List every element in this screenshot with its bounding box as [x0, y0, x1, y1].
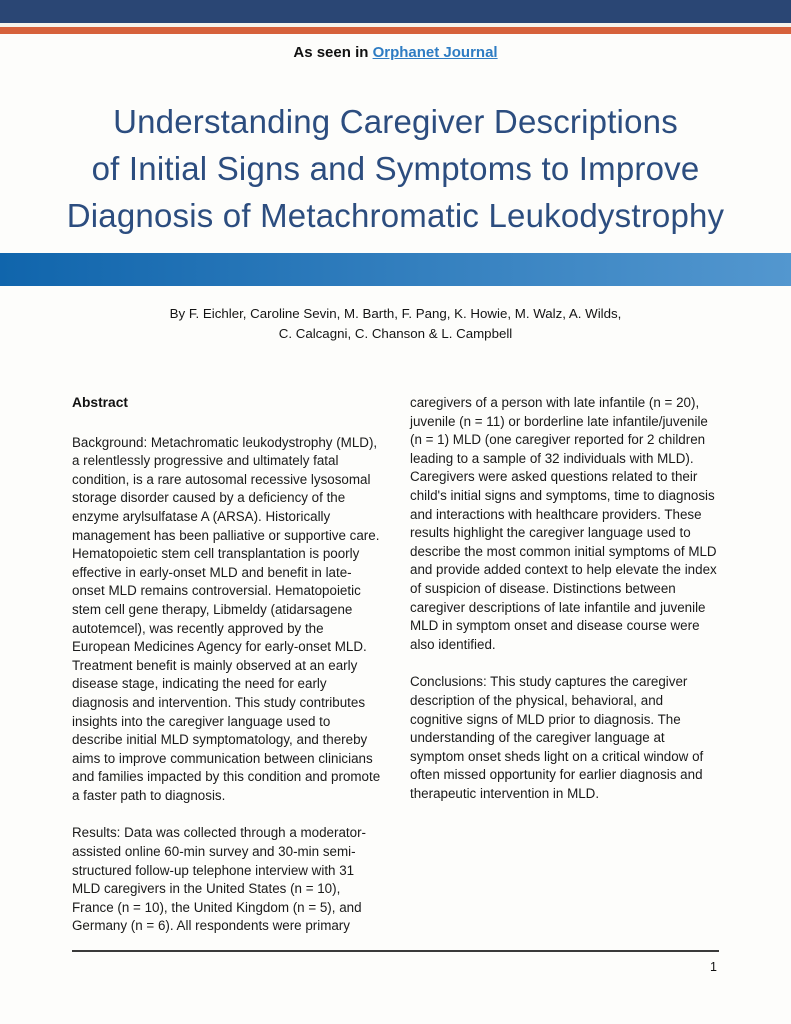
page-number: 1 — [710, 960, 717, 974]
author-byline-line: C. Calcagni, C. Chanson & L. Campbell — [278, 326, 513, 341]
abstract-paragraph-results-continued: caregivers of a person with late infantile (n = 20), juvenile (n = 11) or borderline late infantile/juvenile (n = 1) MLD (one caregiver reported for 2 children leading to a sample of 32 individuals with MLD). Caregivers were asked questions related to their child's initial signs and symptoms, time to diagnosis and interactions with healthcare providers. These results highlight the caregiver language used to describe the most common initial symptoms of MLD and provide added context to help elevate the index of suspicion of disease. Distinctions between caregiver descriptions of late infantile and juvenile MLD in symptom onset and disease course were also identified. — [410, 395, 717, 652]
abstract-paragraph-conclusions: Conclusions: This study captures the caregiver description of the physical, behavioral, and cognitive signs of MLD prior to diagnosis. The understanding of the caregiver language at symptom onset sheds light on a critical window of often missed opportunity for earlier diagnosis and therapeutic intervention in MLD. — [410, 674, 704, 801]
author-byline — [0, 304, 791, 344]
article-title-line: of Initial Signs and Symptoms to Improve — [91, 150, 700, 187]
as-seen-in-prefix: As seen in — [293, 44, 373, 61]
top-navy-bar — [0, 0, 791, 23]
top-orange-bar — [0, 27, 791, 34]
abstract-heading: Abstract — [72, 395, 128, 410]
footer-rule — [72, 950, 719, 952]
abstract-paragraph-background: Background: Metachromatic leukodystrophy (MLD), a relentlessly progressive and ultimately fatal condition, is a rare autosomal recessive lysosomal storage disorder caused by a deficiency of the enzyme arylsulfatase A (ARSA). Historically management has been palliative or supportive care. Hematopoietic stem cell transplantation is poorly effective in early-onset MLD and benefit in late-onset MLD remains controversial. Hematopoietic stem cell gene therapy, Libmeldy (atidarsagene autotemcel), was recently approved by the European Medicines Agency for early-onset MLD. Treatment benefit is mainly observed at an early disease stage, indicating the need for early diagnosis and intervention. This study contributes insights into the caregiver language used to describe initial MLD symptomatology, and thereby aims to improve communication between clinicians and families impacted by this condition and promote a faster path to diagnosis. — [72, 434, 381, 803]
article-title-line: Diagnosis of Metachromatic Leukodystrophy — [66, 197, 725, 234]
page-footer — [72, 950, 719, 974]
article-title — [0, 98, 791, 239]
article-title-line: Understanding Caregiver Descriptions — [113, 103, 678, 140]
title-gradient-band — [0, 253, 791, 286]
left-column — [72, 394, 381, 955]
right-column — [410, 394, 719, 955]
author-byline-line: By F. Eichler, Caroline Sevin, M. Barth, F. Pang, K. Howie, M. Walz, A. Wilds, — [169, 306, 622, 321]
orphanet-journal-link[interactable]: Orphanet Journal — [372, 44, 498, 61]
abstract-paragraph-results: Results: Data was collected through a moderator-assisted online 60-min survey and 30-min semi-structured follow-up telephone interview with 31 MLD caregivers in the United States (n = 10), France (n = 10), the United Kingdom (n = 5), and Germany (n = 6). All respondents were primary — [72, 825, 366, 934]
abstract-two-column-body — [0, 394, 791, 955]
as-seen-in-line — [0, 44, 791, 61]
